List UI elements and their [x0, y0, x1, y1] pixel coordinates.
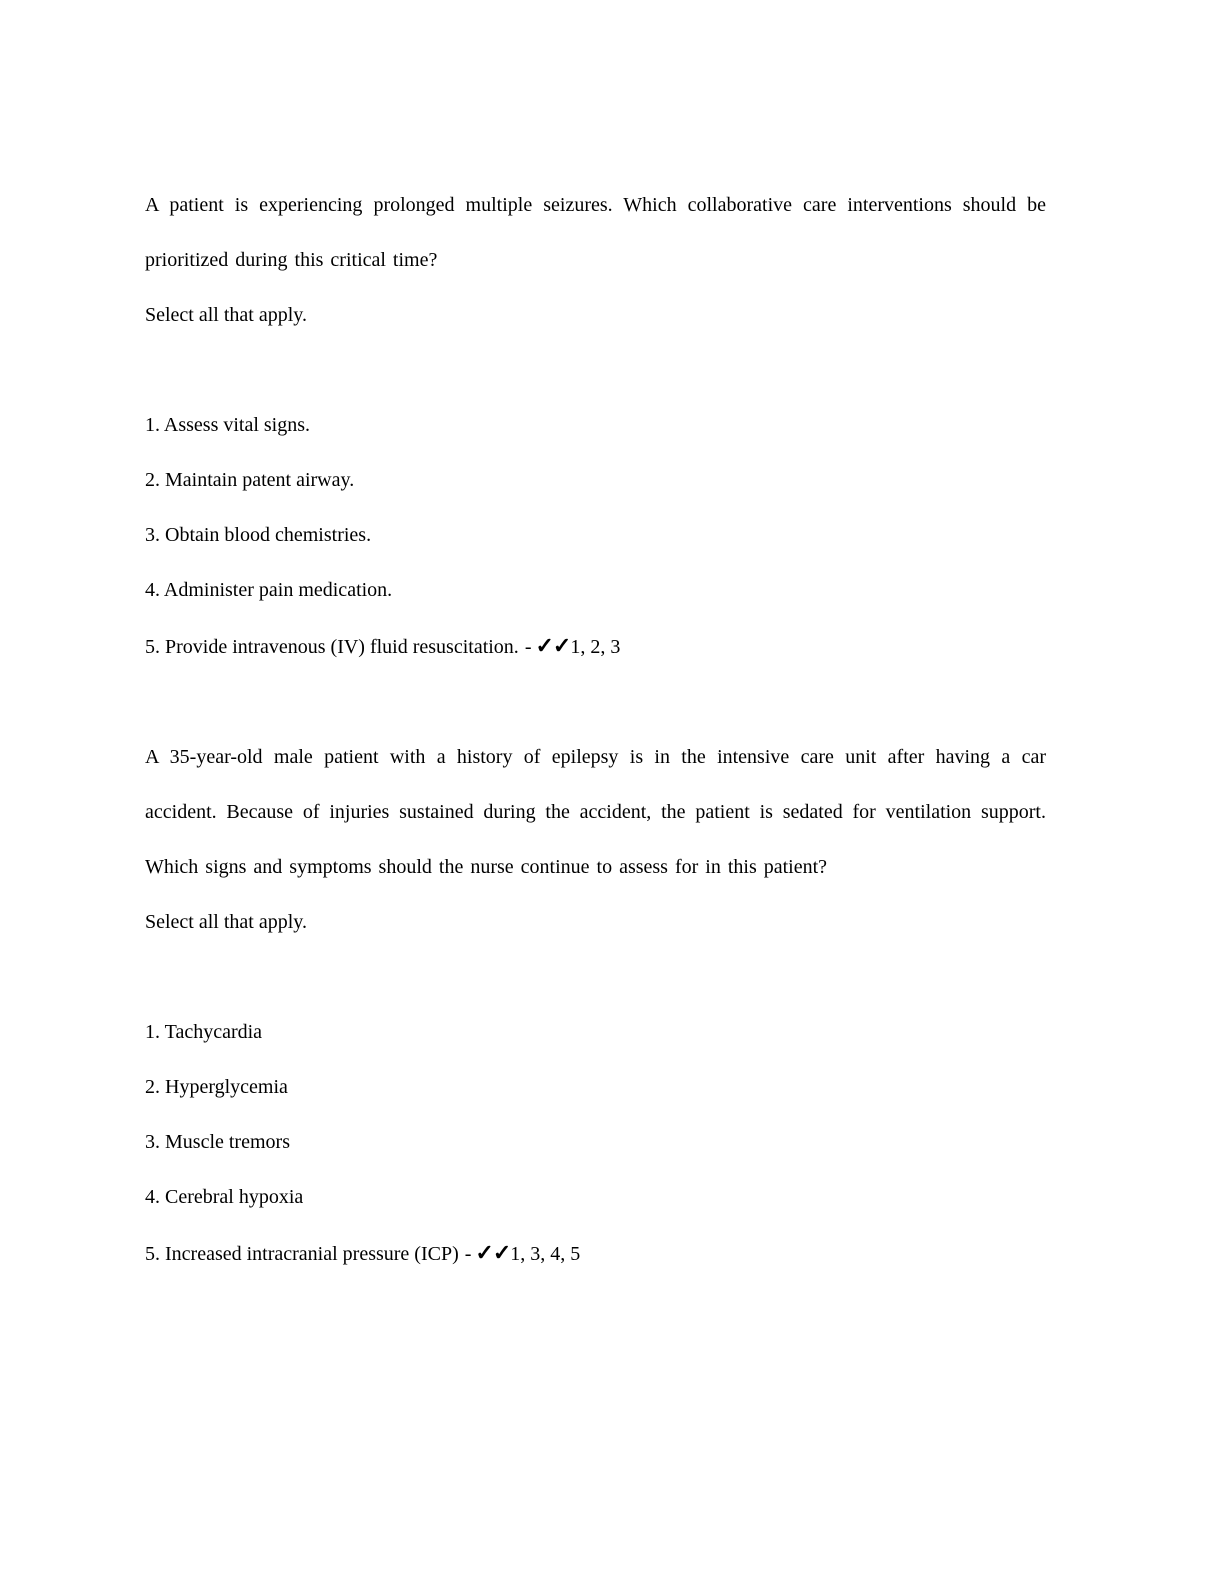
answer-option-with-answer — [145, 618, 1046, 675]
select-instruction: Select all that apply. — [145, 911, 307, 933]
answer-option: 1. Assess vital signs. — [145, 414, 311, 436]
question-block-2 — [145, 730, 1046, 1282]
answer-option: 4. Cerebral hypoxia — [145, 1186, 304, 1208]
options-list — [145, 398, 1046, 675]
answer-option: 1. Tachycardia — [145, 1021, 263, 1043]
question-stem: A 35-year-old male patient with a history of epilepsy is in the intensive care unit after having a car accident. Because of injuries sustained during the accident, the patient is sedated for ventilation support. Which signs and symptoms should the nurse continue to assess for in this patient? — [145, 746, 1046, 878]
select-instruction: Select all that apply. — [145, 304, 307, 326]
answer-option: 2. Maintain patent airway. — [145, 469, 355, 491]
answer-separator: - — [464, 1243, 472, 1265]
answer-values: 1, 3, 4, 5 — [510, 1243, 581, 1265]
options-list — [145, 1005, 1046, 1282]
question-block-1 — [145, 178, 1046, 675]
answer-option: 3. Muscle tremors — [145, 1131, 290, 1153]
answer-checkmarks-icon: ✓✓ — [475, 1240, 511, 1265]
answer-values: 1, 2, 3 — [570, 636, 621, 658]
answer-option: 4. Administer pain medication. — [145, 579, 393, 601]
answer-checkmarks-icon: ✓✓ — [535, 633, 571, 658]
answer-option: 3. Obtain blood chemistries. — [145, 524, 372, 546]
answer-option-text: 5. Increased intracranial pressure (ICP) — [145, 1243, 459, 1265]
answer-option: 2. Hyperglycemia — [145, 1076, 288, 1098]
answer-option-with-answer — [145, 1225, 1046, 1282]
answer-option-text: 5. Provide intravenous (IV) fluid resuscitation. — [145, 636, 519, 658]
question-stem: A patient is experiencing prolonged multiple seizures. Which collaborative care interventions should be prioritized during this critical time? — [145, 194, 1046, 271]
answer-separator: - — [524, 636, 532, 658]
